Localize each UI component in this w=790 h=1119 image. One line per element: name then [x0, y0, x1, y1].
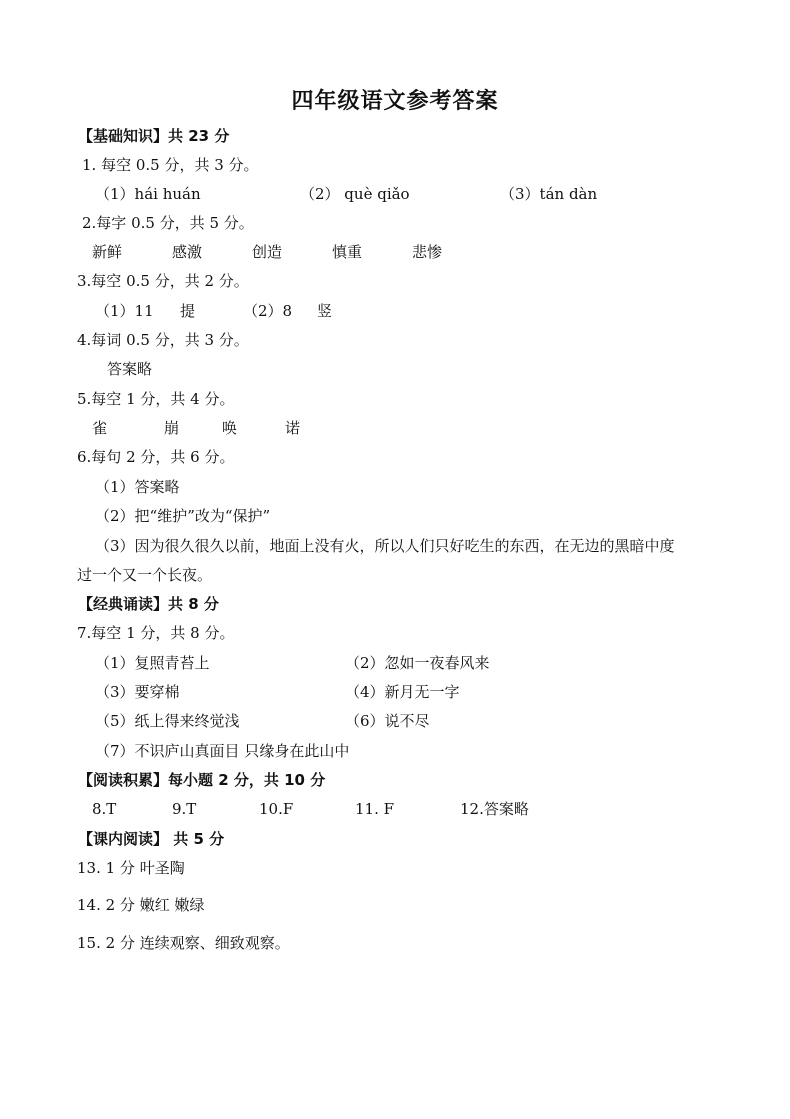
- section-header-in-class-reading: 【课内阅读】 共 5 分: [78, 830, 225, 848]
- q7-answer-2: （2）忽如一夜春风来: [345, 654, 490, 672]
- q14-answer: 14. 2 分 嫩红 嫩绿: [77, 896, 205, 914]
- q2-word-1: 新鲜: [92, 243, 123, 261]
- q1-answer-3: （3）tán dàn: [500, 185, 598, 203]
- q11-answer: 11. F: [355, 800, 395, 818]
- q6-answer-2: （2）把“维护”改为“保护”: [95, 507, 271, 525]
- q12-answer: 12.答案略: [460, 800, 529, 818]
- q7-label: 7.每空 1 分，共 8 分。: [77, 624, 235, 642]
- section-header-classic-recitation: 【经典诵读】共 8 分: [78, 595, 219, 613]
- q4-answer: 答案略: [107, 360, 153, 378]
- q7-answer-7: （7）不识庐山真面目 只缘身在此山中: [95, 742, 350, 760]
- q3-answer-1b: 提: [180, 302, 196, 320]
- q5-label: 5.每空 1 分，共 4 分。: [77, 390, 235, 408]
- q1-label: 1. 每空 0.5 分，共 3 分。: [82, 156, 259, 174]
- q4-label: 4.每词 0.5 分，共 3 分。: [77, 331, 249, 349]
- q3-answer-2b: 竖: [317, 302, 333, 320]
- page-title: 四年级语文参考答案: [291, 88, 499, 114]
- q5-word-4: 诺: [285, 419, 301, 437]
- q2-word-5: 悲惨: [412, 243, 443, 261]
- q2-word-3: 创造: [252, 243, 283, 261]
- q8-answer: 8.T: [92, 800, 117, 818]
- section-header-basic-knowledge: 【基础知识】共 23 分: [78, 127, 230, 145]
- q3-answer-2a: （2）8: [243, 302, 293, 320]
- q5-word-3: 唤: [222, 419, 238, 437]
- q1-answer-1: （1）hái huán: [95, 185, 201, 203]
- q6-answer-3-line1: （3）因为很久很久以前，地面上没有火，所以人们只好吃生的东西，在无边的黑暗中度: [95, 537, 675, 555]
- q5-word-1: 雀: [92, 419, 108, 437]
- q2-word-4: 慎重: [332, 243, 363, 261]
- q6-label: 6.每句 2 分，共 6 分。: [77, 448, 235, 466]
- q10-answer: 10.F: [259, 800, 294, 818]
- q7-answer-3: （3）要穿棉: [95, 683, 180, 701]
- q7-answer-4: （4）新月无一字: [345, 683, 460, 701]
- q7-answer-1: （1）复照青苔上: [95, 654, 210, 672]
- q2-word-2: 感激: [172, 243, 203, 261]
- q3-label: 3.每空 0.5 分，共 2 分。: [77, 272, 249, 290]
- q6-answer-1: （1）答案略: [95, 478, 180, 496]
- q5-word-2: 崩: [164, 419, 180, 437]
- q13-answer: 13. 1 分 叶圣陶: [77, 859, 185, 877]
- q1-answer-2: （2） què qiǎo: [300, 185, 410, 203]
- q9-answer: 9.T: [172, 800, 197, 818]
- q6-answer-3-line2: 过一个又一个长夜。: [77, 566, 213, 584]
- section-header-reading-accumulation: 【阅读积累】每小题 2 分，共 10 分: [78, 771, 326, 789]
- q15-answer: 15. 2 分 连续观察、细致观察。: [77, 934, 290, 952]
- q7-answer-5: （5）纸上得来终觉浅: [95, 712, 240, 730]
- q2-label: 2.每字 0.5 分，共 5 分。: [82, 214, 254, 232]
- q7-answer-6: （6）说不尽: [345, 712, 430, 730]
- q3-answer-1a: （1）11: [95, 302, 154, 320]
